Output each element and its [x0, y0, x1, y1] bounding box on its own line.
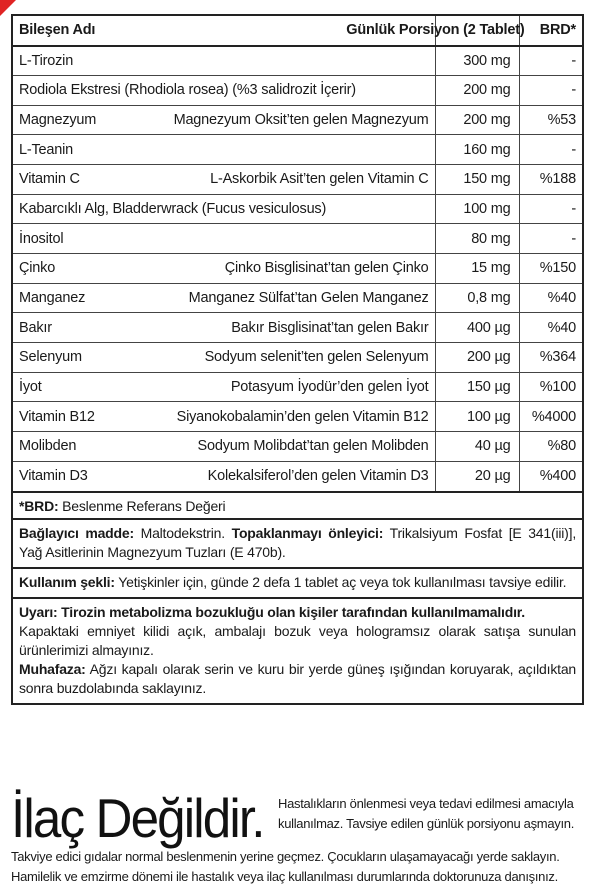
ingredient-brd: - — [519, 135, 582, 165]
table-row — [13, 46, 582, 76]
ingredient-brd: - — [519, 194, 582, 224]
label-sheet — [11, 14, 584, 705]
footer-note-full: Takviye edici gıdalar normal beslenmenin yerine geçmez. Çocukların ulaşamayacağı yerde saklayın. Hamilelik ve emzirme dönemi ile hastalık veya ilaç kullanılması durumlarında doktorunuza danışınız. — [11, 849, 560, 884]
table-row — [13, 343, 582, 373]
ingredient-amount: 100 mg — [435, 194, 519, 224]
usage-info — [11, 569, 584, 599]
binder-text: Maltodekstrin. — [133, 525, 232, 541]
ingredient-brd: %100 — [519, 372, 582, 402]
header-ingredient: Bileşen Adı — [19, 22, 96, 39]
ingredient-amount: 100 µg — [435, 402, 519, 432]
ingredient-name: Vitamin B12 — [19, 408, 95, 425]
ingredient-amount: 40 µg — [435, 432, 519, 462]
warning-label: Uyarı: Tirozin metabolizma bozukluğu olan kişiler tarafından kullanılmamalıdır. — [19, 604, 525, 620]
binder-label: Bağlayıcı madde: — [19, 525, 134, 541]
table-row — [13, 461, 582, 491]
ingredient-source: Çinko Bisglisinat’tan gelen Çinko — [224, 260, 429, 277]
ingredient-brd: %53 — [519, 105, 582, 135]
ingredient-source: Potasyum İyodür’den gelen İyot — [230, 379, 429, 396]
ingredient-amount: 150 µg — [435, 372, 519, 402]
brd-note — [11, 493, 584, 520]
ingredient-brd: %364 — [519, 343, 582, 373]
ingredient-brd: %188 — [519, 164, 582, 194]
table-row — [13, 254, 582, 284]
anticaking-text: Trikalsiyum Fosfat [E 341(iii)], Yağ Asitlerinin Magnezyum Tuzları (E 470b). — [19, 525, 577, 560]
ingredient-brd: %40 — [519, 283, 582, 313]
ingredient-name: Selenyum — [19, 349, 82, 366]
ingredient-amount: 20 µg — [435, 461, 519, 491]
ingredient-amount: 15 mg — [435, 254, 519, 284]
header-brd: BRD* — [519, 16, 582, 46]
ingredient-name: Vitamin D3 — [19, 468, 88, 485]
table-row — [13, 283, 582, 313]
storage-label: Muhafaza: — [19, 661, 86, 677]
ingredient-name: L-Teanin — [19, 141, 74, 158]
ingredient-name: Bakır — [19, 319, 52, 336]
ingredient-brd: %4000 — [519, 402, 582, 432]
table-row — [13, 432, 582, 462]
table-row — [13, 75, 582, 105]
usage-label: Kullanım şekli: — [19, 574, 115, 590]
ingredient-name: Rodiola Ekstresi (Rhodiola rosea) (%3 salidrozit İçerir) — [19, 82, 356, 99]
table-row — [13, 313, 582, 343]
ingredient-source: Manganez Sülfat’tan Gelen Manganez — [188, 290, 429, 307]
ingredient-amount: 200 µg — [435, 343, 519, 373]
nutrition-table-box — [11, 14, 584, 493]
table-row — [13, 164, 582, 194]
table-row — [13, 105, 582, 135]
ingredient-name: Manganez — [19, 290, 86, 307]
ingredient-brd: %80 — [519, 432, 582, 462]
ingredient-name: Magnezyum — [19, 111, 97, 128]
ingredient-name: İyot — [19, 379, 42, 396]
ingredient-name: İnositol — [19, 230, 64, 247]
ingredient-brd: %150 — [519, 254, 582, 284]
ingredient-brd: %40 — [519, 313, 582, 343]
ingredient-amount: 160 mg — [435, 135, 519, 165]
ingredient-brd: %400 — [519, 461, 582, 491]
ingredient-brd: - — [519, 46, 582, 76]
header-portion: Günlük Porsiyon (2 Tablet) — [346, 22, 525, 39]
ingredient-amount: 300 mg — [435, 46, 519, 76]
ingredient-source: Bakır Bisglisinat’tan gelen Bakır — [231, 319, 429, 336]
ingredient-name: Vitamin C — [19, 171, 80, 188]
ingredient-amount: 80 mg — [435, 224, 519, 254]
ingredient-source: Sodyum selenit’ten gelen Selenyum — [204, 349, 429, 366]
ingredient-name: Kabarcıklı Alg, Bladderwrack (Fucus vesiculosus) — [19, 200, 327, 217]
table-row — [13, 135, 582, 165]
warning-info — [11, 599, 584, 705]
ingredient-name: Molibden — [19, 438, 77, 455]
ingredient-source: Kolekalsiferol’den gelen Vitamin D3 — [207, 468, 429, 485]
footer-note-right: Hastalıkların önlenmesi veya tedavi edilmesi amacıyla kullanılmaz. Tavsiye edilen günlük porsiyonu aşmayın. — [278, 796, 575, 831]
table-row — [13, 224, 582, 254]
ingredient-source: Siyanokobalamin’den gelen Vitamin B12 — [176, 408, 429, 425]
ingredient-amount: 0,8 mg — [435, 283, 519, 313]
ingredient-amount: 200 mg — [435, 75, 519, 105]
table-row — [13, 402, 582, 432]
ingredient-amount: 150 mg — [435, 164, 519, 194]
table-row — [13, 372, 582, 402]
ingredient-name: L-Tirozin — [19, 52, 74, 69]
ingredient-source: Sodyum Molibdat’tan gelen Molibden — [197, 438, 429, 455]
ingredient-brd: - — [519, 75, 582, 105]
ingredient-amount: 400 µg — [435, 313, 519, 343]
ingredient-source: Magnezyum Oksit’ten gelen Magnezyum — [173, 111, 429, 128]
anticaking-label: Topaklanmayı önleyici: — [231, 525, 384, 541]
table-header-row — [13, 16, 582, 46]
brd-note-text: Beslenme Referans Değeri — [58, 498, 226, 514]
ingredient-brd: - — [519, 224, 582, 254]
ingredient-amount: 200 mg — [435, 105, 519, 135]
warning-text: Kapaktaki emniyet kilidi açık, ambalajı bozuk veya hologramsız olarak satışa sunulan ürünlerimizi almayınız. — [19, 623, 576, 658]
nutrition-table — [13, 16, 582, 491]
not-a-drug-title: İlaç Değildir. — [11, 787, 264, 849]
table-row — [13, 194, 582, 224]
binder-info — [11, 520, 584, 569]
ingredient-source: L-Askorbik Asit’ten gelen Vitamin C — [210, 171, 429, 188]
usage-text: Yetişkinler için, günde 2 defa 1 tablet aç veya tok kullanılması tavsiye edilir. — [114, 574, 567, 590]
ingredient-name: Çinko — [19, 260, 56, 277]
storage-text: Ağzı kapalı olarak serin ve kuru bir yerde güneş ışığından koruyarak, açıldıktan sonra buzdolabında saklayınız. — [19, 661, 576, 696]
brd-note-label: *BRD: — [19, 498, 59, 514]
